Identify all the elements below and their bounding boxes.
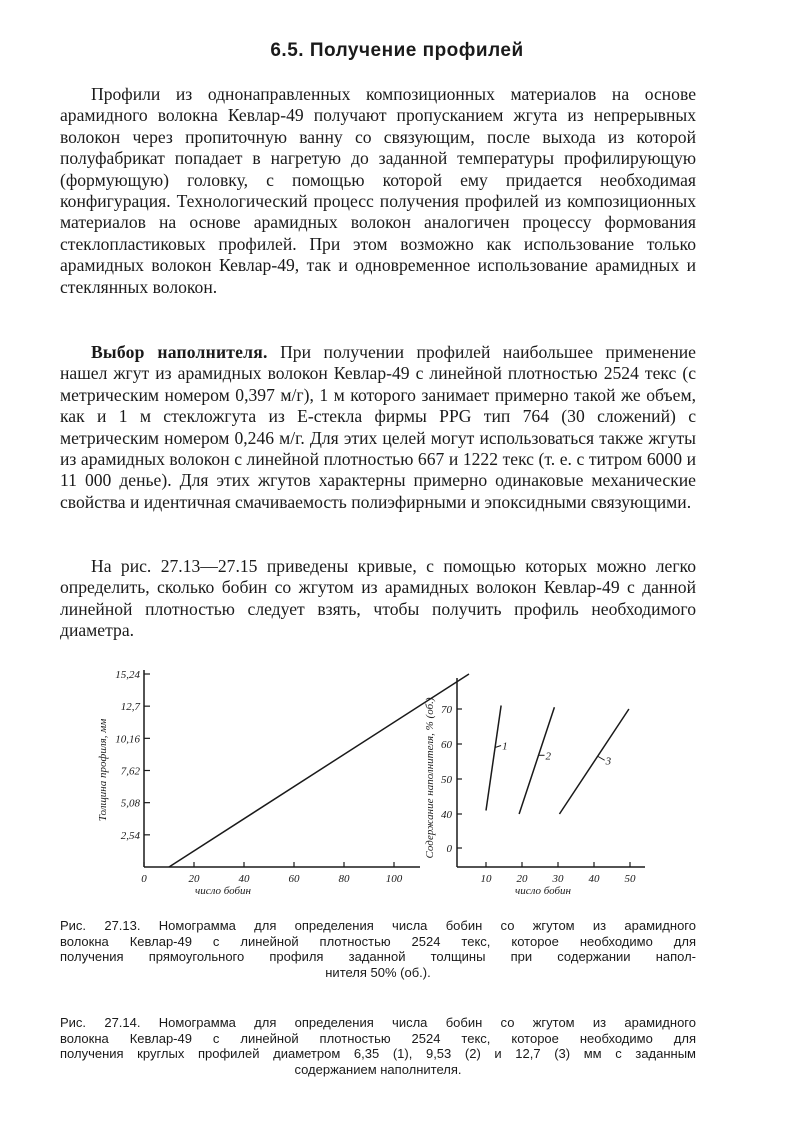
x-tick-label: 30	[552, 873, 564, 885]
x-tick-label: 10	[480, 873, 492, 885]
x-tick-label: 100	[385, 873, 403, 885]
series-label-1: 1	[502, 740, 508, 753]
caption-fig-27-13	[60, 918, 696, 980]
x-tick-label: 40	[238, 873, 250, 885]
y-tick-label: 5,08	[120, 797, 140, 810]
x-tick-label: 80	[338, 873, 350, 885]
caption-line: Рис. 27.14. Номограмма для определения числа бобин со жгутом из арамидного	[60, 1015, 696, 1030]
caption-line: получения круглых профилей диаметром 6,35 (1), 9,53 (2) и 12,7 (3) мм с заданным	[60, 1046, 696, 1062]
y-tick-label: 60	[441, 739, 452, 751]
paragraph-filler-choice	[60, 342, 696, 513]
y-tick-label: 12,7	[120, 701, 140, 714]
runin-heading: Выбор наполнителя.	[91, 342, 268, 362]
caption-line: Рис. 27.13. Номограмма для определения числа бобин со жгутом из арамидного	[60, 918, 696, 933]
y-tick-label: 2,54	[120, 829, 140, 842]
paragraph-filler-body: При получении профилей наибольшее применение нашел жгут из арамидных волокон Кевлар-49 с линейной плотностью 2524 текс (с метрическим номером 0,397 м/г), 1 м которого занимает примерно такой же объем, как и 1 м стекложгута из Е-стекла фирмы PPG тип 764 (30 сложений) с метрическим номером 0,246 м/г. Для этих целей могут использоваться также жгуты из арамидных волокон с линейной плотностью 667 и 1222 текс (т. е. с титром 6000 и 11 000 денье). Для этих жгутов характерны примерно одинаковые механические свойства и идентичная смачиваемость полиэфирными и эпоксидными связующими.	[60, 342, 696, 512]
chart-fig-27-14	[415, 660, 715, 900]
x-axis-label: число бобин	[194, 885, 252, 897]
x-tick-label: 20	[516, 873, 528, 885]
x-tick-label: 60	[288, 873, 300, 885]
section-heading: 6.5. Получение профилей	[270, 40, 524, 61]
series-line-3	[559, 709, 628, 814]
y-tick-label: 15,24	[115, 669, 140, 681]
y-tick-label: 40	[441, 809, 452, 821]
y-tick-label: 70	[441, 704, 452, 716]
y-tick-label: 7,62	[120, 765, 140, 778]
caption-fig-27-14	[60, 1015, 696, 1077]
x-tick-label: 40	[588, 873, 600, 885]
caption-line: волокна Кевлар-49 с линейной плотностью 2524 текс, которое необходимо для	[60, 1030, 696, 1046]
chart-fig-27-13	[80, 660, 440, 900]
caption-line: содержанием наполнителя.	[294, 1061, 462, 1077]
x-tick-label: 20	[188, 873, 200, 885]
series-line-1	[486, 706, 501, 811]
caption-line: нителя 50% (об.).	[325, 964, 431, 980]
y-tick-label: 50	[441, 774, 452, 786]
paragraph-intro: Профили из однонаправленных композиционных материалов на основе арамидного волокна Кевлар-49 получают пропусканием жгута из непрерывных волокон через пропиточную ванну со связующим, после выхода из которой полуфабрикат попадает в нагретую до заданной температуры профилирующую (формующую) головку, с помощью которой ему придается необходимая конфигурация. Технологический процесс получения профилей из композиционных материалов на основе арамидных волокон аналогичен процессу формования стеклопластиковых профилей. При этом возможно как использование только арамидных волокон Кевлар-49, так и одновременное использование арамидных и стеклянных волокон.	[60, 84, 696, 297]
x-axis-label: число бобин	[514, 885, 572, 897]
caption-line: волокна Кевлар-49 с линейной плотностью 2524 текс, которое необходимо для	[60, 933, 696, 949]
series-label-leader	[598, 756, 605, 760]
y-tick-label: 0	[446, 843, 452, 855]
series-label-2: 2	[545, 750, 552, 763]
caption-line: получения прямоугольного профиля заданной толщины при содержании напол-	[60, 949, 696, 965]
y-axis-label: Толщина профиля, мм	[97, 718, 109, 822]
y-axis-label: Содержание наполнителя, % (об.)	[424, 697, 436, 859]
paragraph-figures-reference: На рис. 27.13—27.15 приведены кривые, с помощью которых можно легко определить, сколько бобин со жгутом из арамидных волокон Кевлар-49 с данной линейной плотностью следует взять, чтобы получить профиль необходимого диаметра.	[60, 556, 696, 641]
x-tick-label: 0	[141, 873, 147, 885]
x-tick-label: 50	[624, 873, 636, 885]
y-tick-label: 10,16	[115, 733, 140, 746]
series-label-3: 3	[605, 755, 612, 768]
